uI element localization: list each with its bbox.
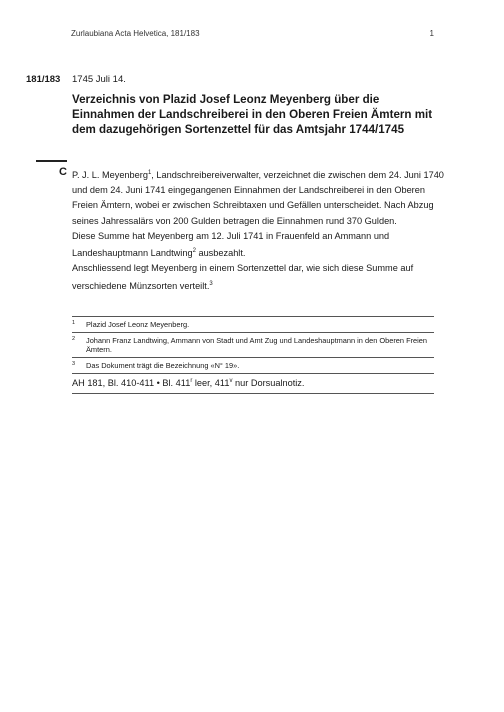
regest-text: P. J. L. Meyenberg	[72, 170, 148, 181]
source-superscript: r	[190, 378, 193, 384]
footnote-text: Plazid Josef Leonz Meyenberg.	[86, 320, 190, 329]
running-header	[71, 29, 434, 38]
footnote	[72, 316, 434, 332]
footnotes	[72, 316, 434, 394]
regest-text: Diese Summe hat Meyenberg am 12. Juli 1741 in Frauenfeld an Ammann und Landeshauptmann Landtwing	[72, 230, 390, 259]
footnote-ref[interactable]: 3	[209, 280, 213, 287]
regest-paragraph	[72, 166, 444, 229]
source-text: nur Dorsualnotiz.	[232, 378, 305, 389]
footnote	[72, 332, 434, 357]
section-rule	[36, 160, 67, 162]
source-reference	[72, 373, 434, 394]
footnote-text: Johann Franz Landtwing, Ammann von Stadt und Amt Zug und Landeshauptmann in den Oberen Freien Ämtern.	[86, 336, 428, 354]
page-number: 1	[429, 29, 434, 38]
footnote-number: 1	[72, 320, 76, 326]
footnote-ref[interactable]: 1	[147, 170, 152, 176]
regest-paragraph	[72, 261, 444, 293]
footnote-number: 3	[72, 361, 76, 367]
document-number: 181/183	[26, 74, 61, 85]
regest-text: ausbezahlt.	[195, 248, 246, 259]
footnote-text: Das Dokument trägt die Bezeichnung «N° 19».	[86, 361, 240, 370]
document-date: 1745 Juli 14.	[72, 74, 126, 85]
footnote-ref[interactable]: 2	[192, 248, 196, 255]
footnote-number: 2	[72, 336, 76, 342]
footnote	[72, 357, 434, 373]
document-type-letter: C	[59, 166, 67, 178]
regest-text: , Landschreibereiverwalter, verzeichnet die zwischen dem 24. Juni 1740 und dem 24. Juni 1741 eingegangenen Einnahmen der Landschreiberei in den Oberen Freien Ämtern, wobei er zwischen Schreibtaxen und Gefällen unterscheidet. Nach Abzug seines Jahressalärs von 200 Gulden betragen die Einnahmen rund 370 Gulden.	[72, 170, 444, 226]
regest-text: Anschliessend legt Meyenberg in einem Sortenzettel dar, wie sich diese Summe auf verschiedene Münzsorten verteilt.	[72, 263, 414, 291]
document-title: Verzeichnis von Plazid Josef Leonz Meyenberg über die Einnahmen der Landschreiberei in den Oberen Freien Ämtern mit dem dazugehörigen Sortenzettel für das Amtsjahr 1744/1745	[72, 93, 433, 136]
series-title: Zurlaubiana Acta Helvetica, 181/183	[71, 29, 200, 38]
regest-body	[72, 166, 444, 294]
source-text: leer, 411	[192, 378, 230, 389]
source-superscript: v	[229, 378, 233, 384]
source-text: AH 181, Bl. 410-411 • Bl. 411	[72, 378, 191, 389]
regest-paragraph	[72, 229, 444, 261]
